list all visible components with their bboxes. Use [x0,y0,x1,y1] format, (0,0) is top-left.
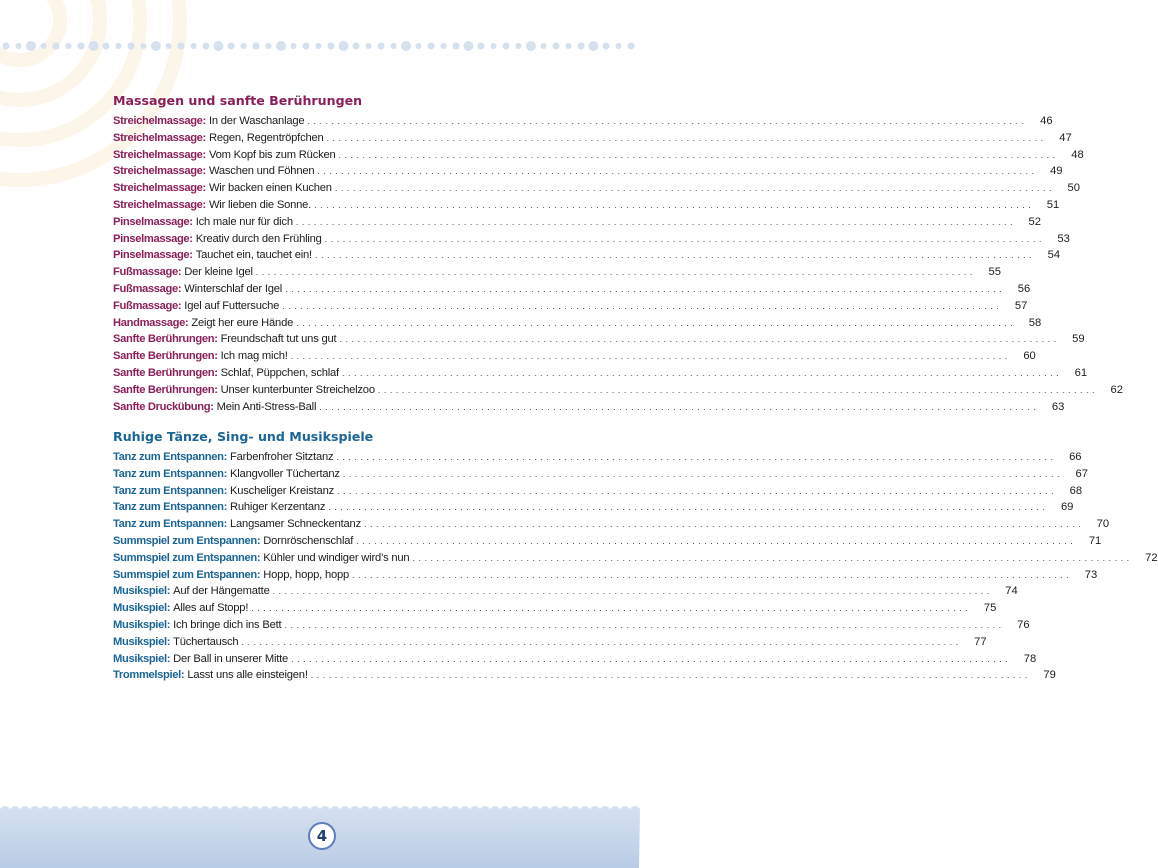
toc-entry-category: Tanz zum Entspannen: [113,484,227,497]
border-dot [602,42,609,49]
toc-entry-category: Tanz zum Entspannen: [113,518,227,531]
toc-entry-page: 50 [1067,182,1080,195]
toc-entry-page: 63 [1051,400,1065,413]
toc-entry[interactable] [113,264,1001,281]
toc-entry[interactable] [113,466,1088,483]
dot-leader: . . . . . . . . . . . . . . . . . . . . . . . . . . . . . . . . . . . . . . . . . . . . . . . . . . . . . . . . . . . . . . . . . . . . . . . . . . . . . . . . . . . . . . . . . . . . . . . . . . . . . . . . . . . . . . . . . . . . . . . . [342,468,1060,479]
border-dot [266,43,272,49]
toc-entry-category: Streichelmassage: [113,115,206,127]
toc-entry[interactable] [113,651,1037,668]
dotted-border-top [0,38,639,54]
dot-leader: . . . . . . . . . . . . . . . . . . . . . . . . . . . . . . . . . . . . . . . . . . . . . . . . . . . . . . . . . . . . . . . . . . . . . . . . . . . . . . . . . . . . . . . . . . . . . . . . . . . . . . . . . . . . . . . . . . . . . . . . [282,300,1000,311]
toc-entry-category: Fußmassage: [113,299,182,312]
toc-entry[interactable] [113,180,1080,197]
toc-entry[interactable] [113,147,1084,164]
dot-leader: . . . . . . . . . . . . . . . . . . . . . . . . . . . . . . . . . . . . . . . . . . . . . . . . . . . . . . . . . . . . . . . . . . . . . . . . . . . . . . . . . . . . . . . . . . . . . . . . . . . . . . . . . . . . . . . . . . . . . . . . [339,334,1057,345]
dot-leader: . . . . . . . . . . . . . . . . . . . . . . . . . . . . . . . . . . . . . . . . . . . . . . . . . . . . . . . . . . . . . . . . . . . . . . . . . . . . . . . . . . . . . . . . . . . . . . . . . . . . . . . . . . . . . . . . . . . . . . . . [314,250,1033,261]
border-dot [302,42,309,49]
toc-entry[interactable] [113,163,1063,180]
dot-leader: . . . . . . . . . . . . . . . . . . . . . . . . . . . . . . . . . . . . . . . . . . . . . . . . . . . . . . . . . . . . . . . . . . . . . . . . . . . . . . . . . . . . . . . . . . . . . . . . . . . . . . . . . . . . . . . . . . . . . . . . [307,116,1025,126]
toc-entry-page: 61 [1074,366,1088,379]
toc-entry-page: 54 [1047,249,1061,262]
toc-entry-title: Langsamer Schneckentanz [230,518,361,531]
toc-entry[interactable] [113,516,1110,533]
toc-entry-title: Wir lieben die Sonne. [208,198,312,211]
dot-leader: . . . . . . . . . . . . . . . . . . . . . . . . . . . . . . . . . . . . . . . . . . . . . . . . . . . . . . . . . . . . . . . . . . . . . . . . . . . . . . . . . . . . . . . . . . . . . . . . . . . . . . . . . . . . . . . . . . . . . . . . [412,552,1130,563]
toc-entry-category: Sanfte Berührungen: [113,333,218,346]
toc-entry-page: 75 [983,602,997,615]
toc-entry-page: 58 [1028,316,1042,329]
toc-entry[interactable] [113,113,1053,130]
toc-entry-category: Sanfte Berührungen: [113,350,218,363]
toc-entry-category: Summspiel zum Entspannen: [113,568,261,581]
toc-entry-page: 71 [1088,534,1102,547]
toc-entry-page: 66 [1069,451,1082,463]
toc-entry-page: 53 [1057,232,1070,245]
dot-leader: . . . . . . . . . . . . . . . . . . . . . . . . . . . . . . . . . . . . . . . . . . . . . . . . . . . . . . . . . . . . . . . . . . . . . . . . . . . . . . . . . . . . . . . . . . . . . . . . . . . . . . . . . . . . . . . . . . . . . . . . [334,183,1052,194]
toc-entry-title: Kuscheliger Kreistanz [230,484,334,497]
border-dot [589,41,599,51]
toc-entry-page: 74 [1005,585,1018,598]
border-dot [526,41,536,51]
dot-leader: . . . . . . . . . . . . . . . . . . . . . . . . . . . . . . . . . . . . . . . . . . . . . . . . . . . . . . . . . . . . . . . . . . . . . . . . . . . . . . . . . . . . . . . . . . . . . . . . . . . . . . . . . . . . . . . . . . . . . . . . [291,653,1009,664]
toc-entry-category: Streichelmassage: [113,131,206,144]
toc-entry-category: Pinselmassage: [113,249,193,262]
toc-entry[interactable] [113,583,1018,600]
toc-list [113,113,1123,415]
toc-entry-title: Vom Kopf bis zum Rücken [208,148,336,161]
toc-entry[interactable] [113,130,1072,147]
border-dot [2,42,9,49]
toc-entry[interactable] [113,231,1070,248]
dot-leader: . . . . . . . . . . . . . . . . . . . . . . . . . . . . . . . . . . . . . . . . . . . . . . . . . . . . . . . . . . . . . . . . . . . . . . . . . . . . . . . . . . . . . . . . . . . . . . . . . . . . . . . . . . . . . . . . . . . . . . . . [377,384,1095,395]
toc-entry-category: Musikspiel: [113,652,171,665]
toc-entry-page: 60 [1023,350,1036,363]
border-dot [127,42,134,49]
dot-leader: . . . . . . . . . . . . . . . . . . . . . . . . . . . . . . . . . . . . . . . . . . . . . . . . . . . . . . . . . . . . . . . . . . . . . . . . . . . . . . . . . . . . . . . . . . . . . . . . . . . . . . . . . . . . . . . . . . . . . . . . [328,502,1046,513]
border-dot [191,43,197,49]
toc-entry[interactable] [113,533,1102,550]
border-dot [316,43,322,49]
toc-entry-category: Trommelspiel: [113,669,185,682]
border-dot [77,42,84,49]
toc-entry-title: Ich male nur für dich [195,215,293,228]
toc-entry-title: Unser kunterbunter Streichelzoo [220,383,375,396]
toc-entry-category: Pinselmassage: [113,215,193,228]
toc-entry-category: Musikspiel: [113,635,171,648]
border-dot [26,41,36,51]
toc-entry[interactable] [113,634,987,651]
toc-entry[interactable] [113,197,1060,214]
toc-entry-category: Pinselmassage: [113,232,193,245]
border-dot [241,43,247,49]
toc-entry-title: Ruhiger Kerzentanz [230,501,326,514]
dot-leader: . . . . . . . . . . . . . . . . . . . . . . . . . . . . . . . . . . . . . . . . . . . . . . . . . . . . . . . . . . . . . . . . . . . . . . . . . . . . . . . . . . . . . . . . . . . . . . . . . . . . . . . . . . . . . . . . . . . . . . . . [251,603,969,614]
border-dot [116,43,122,49]
dot-leader: . . . . . . . . . . . . . . . . . . . . . . . . . . . . . . . . . . . . . . . . . . . . . . . . . . . . . . . . . . . . . . . . . . . . . . . . . . . . . . . . . . . . . . . . . . . . . . . . . . . . . . . . . . . . . . . . . . . . . . . . [314,199,1032,210]
toc-entry-title: Igel auf Futtersuche [184,299,280,312]
dot-leader: . . . . . . . . . . . . . . . . . . . . . . . . . . . . . . . . . . . . . . . . . . . . . . . . . . . . . . . . . . . . . . . . . . . . . . . . . . . . . . . . . . . . . . . . . . . . . . . . . . . . . . . . . . . . . . . . . . . . . . . . [310,670,1028,681]
toc-entry[interactable] [113,449,1082,466]
dot-leader: . . . . . . . . . . . . . . . . . . . . . . . . . . . . . . . . . . . . . . . . . . . . . . . . . . . . . . . . . . . . . . . . . . . . . . . . . . . . . . . . . . . . . . . . . . . . . . . . . . . . . . . . . . . . . . . . . . . . . . . . [285,283,1003,294]
toc-entry-title: Alles auf Stopp! [173,602,249,615]
dot-leader: . . . . . . . . . . . . . . . . . . . . . . . . . . . . . . . . . . . . . . . . . . . . . . . . . . . . . . . . . . . . . . . . . . . . . . . . . . . . . . . . . . . . . . . . . . . . . . . . . . . . . . . . . . . . . . . . . . . . . . . . [336,452,1054,462]
dot-leader: . . . . . . . . . . . . . . . . . . . . . . . . . . . . . . . . . . . . . . . . . . . . . . . . . . . . . . . . . . . . . . . . . . . . . . . . . . . . . . . . . . . . . . . . . . . . . . . . . . . . . . . . . . . . . . . . . . . . . . . . [255,267,973,278]
dot-leader: . . . . . . . . . . . . . . . . . . . . . . . . . . . . . . . . . . . . . . . . . . . . . . . . . . . . . . . . . . . . . . . . . . . . . . . . . . . . . . . . . . . . . . . . . . . . . . . . . . . . . . . . . . . . . . . . . . . . . . . . [284,619,1002,630]
toc-entry-page: 67 [1075,467,1088,480]
dot-leader: . . . . . . . . . . . . . . . . . . . . . . . . . . . . . . . . . . . . . . . . . . . . . . . . . . . . . . . . . . . . . . . . . . . . . . . . . . . . . . . . . . . . . . . . . . . . . . . . . . . . . . . . . . . . . . . . . . . . . . . . [363,519,1082,530]
toc-entry[interactable] [113,567,1098,584]
toc-entry-category: Tanz zum Entspannen: [113,501,227,514]
border-dot [541,43,547,49]
dot-leader: . . . . . . . . . . . . . . . . . . . . . . . . . . . . . . . . . . . . . . . . . . . . . . . . . . . . . . . . . . . . . . . . . . . . . . . . . . . . . . . . . . . . . . . . . . . . . . . . . . . . . . . . . . . . . . . . . . . . . . . . [341,367,1060,378]
toc-entry-title: Der Ball in unserer Mitte [173,652,289,665]
dot-leader: . . . . . . . . . . . . . . . . . . . . . . . . . . . . . . . . . . . . . . . . . . . . . . . . . . . . . . . . . . . . . . . . . . . . . . . . . . . . . . . . . . . . . . . . . . . . . . . . . . . . . . . . . . . . . . . . . . . . . . . . [338,149,1056,160]
dot-leader: . . . . . . . . . . . . . . . . . . . . . . . . . . . . . . . . . . . . . . . . . . . . . . . . . . . . . . . . . . . . . . . . . . . . . . . . . . . . . . . . . . . . . . . . . . . . . . . . . . . . . . . . . . . . . . . . . . . . . . . . [317,166,1035,177]
border-dot [89,41,99,51]
border-dot [401,41,411,51]
toc-entry-title: Regen, Regentröpfchen [208,131,324,144]
border-dot [276,41,286,51]
toc-entry-page: 57 [1014,299,1028,312]
toc-entry-title: Ich mag mich! [220,350,288,363]
toc-entry-page: 59 [1072,333,1085,346]
toc-entry[interactable] [113,298,1028,315]
toc-entry-title: Kreativ durch den Frühling [195,232,322,245]
toc-entry-page: 73 [1084,568,1098,581]
toc-entry-category: Streichelmassage: [113,198,206,211]
toc-entry-page: 78 [1023,652,1037,665]
toc-entry[interactable] [113,247,1061,264]
toc-entry-category: Sanfte Berührungen: [113,383,218,396]
toc-entry-title: Der kleine Igel [184,266,253,279]
toc-entry-title: Kühler und windiger wird’s nun [263,551,410,564]
toc-entry-page: 70 [1096,518,1110,531]
toc-entry-title: Mein Anti-Stress-Ball [216,400,317,413]
border-dot [177,42,184,49]
toc-entry[interactable] [113,617,1030,634]
toc-entry-page: 49 [1050,165,1063,178]
toc-entry-title: Schlaf, Püppchen, schlaf [220,366,339,379]
toc-entry-title: Farbenfroher Sitztanz [230,451,334,463]
toc-entry-category: Streichelmassage: [113,165,206,178]
toc-entry[interactable] [113,600,997,617]
toc-entry-title: Waschen und Föhnen [208,165,315,178]
toc-entry-page: 72 [1145,551,1158,564]
dot-leader: . . . . . . . . . . . . . . . . . . . . . . . . . . . . . . . . . . . . . . . . . . . . . . . . . . . . . . . . . . . . . . . . . . . . . . . . . . . . . . . . . . . . . . . . . . . . . . . . . . . . . . . . . . . . . . . . . . . . . . . . [295,216,1013,227]
toc-entry[interactable] [113,550,1158,567]
border-dot [16,43,22,49]
border-dot [252,42,259,49]
border-dot [491,43,497,49]
toc-entry-category: Streichelmassage: [113,148,206,161]
toc-entry[interactable] [113,382,1123,399]
toc-entry-title: Ich bringe dich ins Bett [173,618,282,631]
border-dot [327,42,334,49]
border-dot [441,43,447,49]
toc-entry-title: Wir backen einen Kuchen [208,182,332,195]
toc-entry-title: Tüchertausch [173,635,239,648]
toc-entry[interactable] [113,399,1065,416]
border-dot [202,42,209,49]
toc-entry-title: Freundschaft tut uns gut [220,333,337,346]
dot-leader: . . . . . . . . . . . . . . . . . . . . . . . . . . . . . . . . . . . . . . . . . . . . . . . . . . . . . . . . . . . . . . . . . . . . . . . . . . . . . . . . . . . . . . . . . . . . . . . . . . . . . . . . . . . . . . . . . . . . . . . . [337,485,1055,496]
toc-entry[interactable] [113,365,1088,382]
toc-entry-category: Tanz zum Entspannen: [113,451,227,463]
dot-leader: . . . . . . . . . . . . . . . . . . . . . . . . . . . . . . . . . . . . . . . . . . . . . . . . . . . . . . . . . . . . . . . . . . . . . . . . . . . . . . . . . . . . . . . . . . . . . . . . . . . . . . . . . . . . . . . . . . . . . . . . [326,132,1044,143]
border-dot [566,43,572,49]
toc-entry-title: Hopp, hopp, hopp [263,568,350,581]
border-dot [464,41,474,51]
toc-entry-title: Winterschlaf der Igel [184,282,283,295]
toc-entry-page: 52 [1028,215,1041,228]
toc-entry[interactable] [113,348,1036,365]
dot-leader: . . . . . . . . . . . . . . . . . . . . . . . . . . . . . . . . . . . . . . . . . . . . . . . . . . . . . . . . . . . . . . . . . . . . . . . . . . . . . . . . . . . . . . . . . . . . . . . . . . . . . . . . . . . . . . . . . . . . . . . . [296,317,1014,328]
border-dot [52,42,59,49]
toc-entry-page: 56 [1017,282,1031,295]
border-dot [627,42,634,49]
toc-entry-category: Sanfte Druckübung: [113,400,214,413]
toc-entry-title: Tauchet ein, tauchet ein! [195,249,312,262]
border-dot [66,43,72,49]
dot-leader: . . . . . . . . . . . . . . . . . . . . . . . . . . . . . . . . . . . . . . . . . . . . . . . . . . . . . . . . . . . . . . . . . . . . . . . . . . . . . . . . . . . . . . . . . . . . . . . . . . . . . . . . . . . . . . . . . . . . . . . . [290,351,1008,362]
toc-entry-page: 51 [1046,198,1060,211]
toc-list [113,449,1158,684]
border-dot [552,42,559,49]
border-dot [577,42,584,49]
toc-entry-title: Klangvoller Tüchertanz [230,467,340,480]
border-dot [151,41,161,51]
border-dot [452,42,459,49]
toc-entry[interactable] [113,667,1056,684]
toc-entry-category: Musikspiel: [113,602,171,615]
toc-entry-page: 69 [1060,501,1074,514]
border-dot [339,41,349,51]
border-dot [516,43,522,49]
dot-leader: . . . . . . . . . . . . . . . . . . . . . . . . . . . . . . . . . . . . . . . . . . . . . . . . . . . . . . . . . . . . . . . . . . . . . . . . . . . . . . . . . . . . . . . . . . . . . . . . . . . . . . . . . . . . . . . . . . . . . . . . [241,636,959,647]
border-dot [41,43,47,49]
toc-entry[interactable] [113,315,1042,332]
toc-entry-category: Tanz zum Entspannen: [113,467,227,480]
border-dot [377,42,384,49]
section-heading: Massagen und sanfte Berührungen [113,93,363,108]
toc-entry-title: Zeigt her eure Hände [191,316,294,329]
toc-section-massages [113,91,1123,415]
toc-entry[interactable] [113,281,1031,298]
toc-entry-page: 76 [1017,618,1030,631]
toc-entry[interactable] [113,499,1074,516]
border-dot [366,43,372,49]
toc-entry[interactable] [113,483,1083,500]
toc-entry-title: Lasst uns alle einsteigen! [187,669,308,682]
toc-entry[interactable] [113,331,1085,348]
toc-entry-category: Musikspiel: [113,585,171,598]
toc-entry-category: Streichelmassage: [113,182,206,195]
section-heading: Ruhige Tänze, Sing- und Musikspiele [113,429,374,444]
border-dot [477,42,484,49]
toc-entry-category: Summspiel zum Entspannen: [113,551,261,564]
toc-entry-page: 77 [974,635,987,648]
toc-entry[interactable] [113,214,1041,231]
toc-entry-page: 79 [1043,669,1056,682]
toc-entry-page: 47 [1059,131,1072,144]
toc-entry-page: 46 [1040,115,1053,127]
border-dot [166,43,172,49]
border-dot [141,43,147,49]
toc-entry-page: 55 [988,266,1001,279]
dot-leader: . . . . . . . . . . . . . . . . . . . . . . . . . . . . . . . . . . . . . . . . . . . . . . . . . . . . . . . . . . . . . . . . . . . . . . . . . . . . . . . . . . . . . . . . . . . . . . . . . . . . . . . . . . . . . . . . . . . . . . . . [352,569,1070,580]
toc-entry-page: 62 [1110,383,1123,396]
toc-entry-category: Sanfte Berührungen: [113,366,218,379]
border-dot [214,41,224,51]
toc-entry-page: 48 [1071,148,1084,161]
border-dot [352,42,359,49]
border-dot [502,42,509,49]
border-dot [391,43,397,49]
toc-entry-title: Auf der Hängematte [173,585,270,598]
toc-entry-category: Fußmassage: [113,266,182,279]
toc-entry-category: Summspiel zum Entspannen: [113,534,261,547]
dot-leader: . . . . . . . . . . . . . . . . . . . . . . . . . . . . . . . . . . . . . . . . . . . . . . . . . . . . . . . . . . . . . . . . . . . . . . . . . . . . . . . . . . . . . . . . . . . . . . . . . . . . . . . . . . . . . . . . . . . . . . . . [319,401,1037,412]
page-number: 4 [308,822,336,850]
dot-leader: . . . . . . . . . . . . . . . . . . . . . . . . . . . . . . . . . . . . . . . . . . . . . . . . . . . . . . . . . . . . . . . . . . . . . . . . . . . . . . . . . . . . . . . . . . . . . . . . . . . . . . . . . . . . . . . . . . . . . . . . [356,535,1074,546]
toc-entry-category: Handmassage: [113,316,189,329]
dot-leader: . . . . . . . . . . . . . . . . . . . . . . . . . . . . . . . . . . . . . . . . . . . . . . . . . . . . . . . . . . . . . . . . . . . . . . . . . . . . . . . . . . . . . . . . . . . . . . . . . . . . . . . . . . . . . . . . . . . . . . . . [272,586,990,597]
toc-entry-category: Musikspiel: [113,618,171,631]
border-dot [291,43,297,49]
toc-entry-page: 68 [1069,484,1083,497]
toc-entry-title: Dornröschenschlaf [263,534,354,547]
border-dot [102,42,109,49]
dot-leader: . . . . . . . . . . . . . . . . . . . . . . . . . . . . . . . . . . . . . . . . . . . . . . . . . . . . . . . . . . . . . . . . . . . . . . . . . . . . . . . . . . . . . . . . . . . . . . . . . . . . . . . . . . . . . . . . . . . . . . . . [324,233,1042,244]
border-dot [227,42,234,49]
border-dot [427,42,434,49]
border-dot [616,43,622,49]
toc-entry-category: Fußmassage: [113,282,182,295]
border-dot [416,43,422,49]
toc-section-dances [113,427,1158,684]
toc-entry-title: In der Waschanlage [208,115,305,127]
